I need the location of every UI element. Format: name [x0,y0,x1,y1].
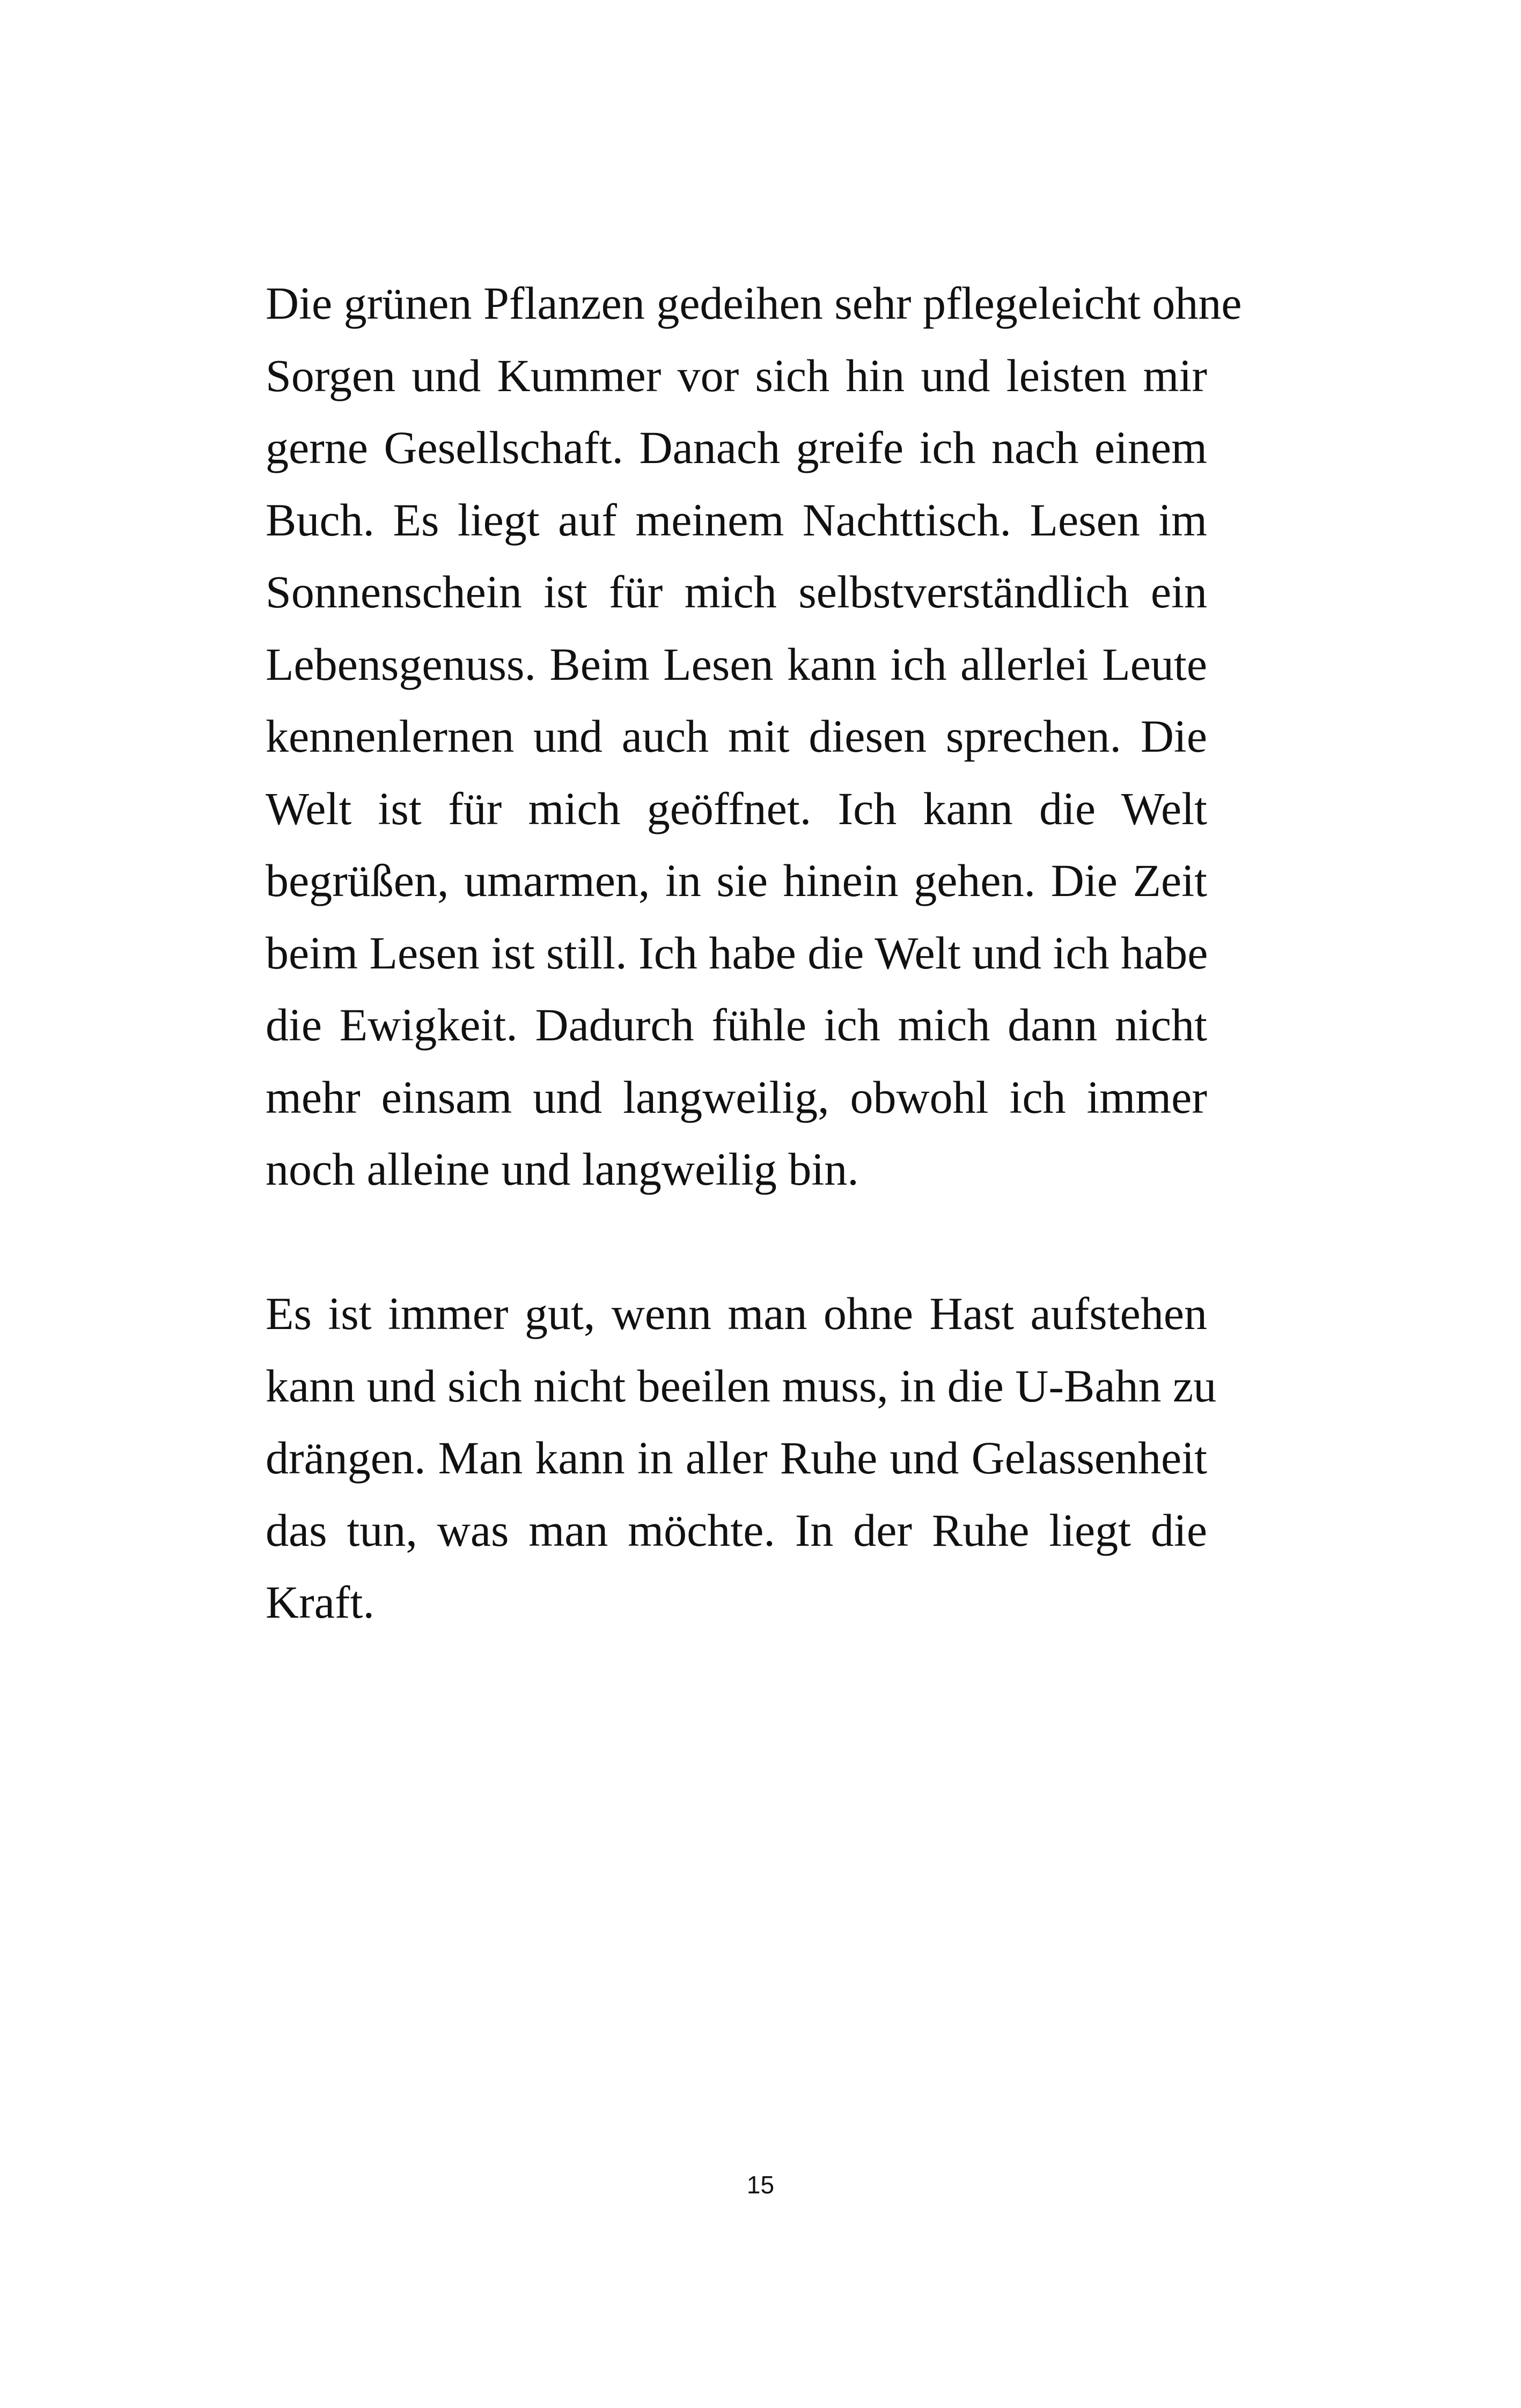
page-number: 15 [746,2171,775,2199]
text-line: gerne Gesellschaft. Danach greife ich nach einem [266,422,1207,473]
text-line: beim Lesen ist still. Ich habe die Welt und ich habe [266,927,1208,979]
text-line: das tun, was man möchte. In der Ruhe liegt die [266,1504,1207,1556]
text-line: Buch. Es liegt auf meinem Nachttisch. Lesen im [266,494,1207,546]
text-line: Sonnenschein ist für mich selbstverständlich ein [266,566,1207,618]
text-line: mehr einsam und langweilig, obwohl ich immer [266,1071,1207,1123]
text-line: Lebensgenuss. Beim Lesen kann ich allerlei Leute [266,638,1207,690]
text-line: die Ewigkeit. Dadurch fühle ich mich dann nicht [266,999,1207,1051]
text-line: noch alleine und langweilig bin. [266,1143,859,1195]
paragraph-2 [266,1278,1217,1639]
paragraph-spacer [266,1206,1207,1278]
paragraph-1 [266,267,1242,1206]
text-line: Es ist immer gut, wenn man ohne Hast aufstehen [266,1288,1207,1339]
text-line: Die grünen Pflanzen gedeihen sehr pflegeleicht ohne [266,277,1242,329]
text-line: Welt ist für mich geöffnet. Ich kann die Welt [266,782,1207,834]
body-text [266,267,1242,1639]
text-line: Kraft. [266,1576,374,1628]
text-line: Sorgen und Kummer vor sich hin und leisten mir [266,349,1207,401]
text-line: drängen. Man kann in aller Ruhe und Gelassenheit [266,1432,1207,1484]
text-line: kann und sich nicht beeilen muss, in die U-Bahn zu [266,1360,1217,1412]
text-line: kennenlernen und auch mit diesen sprechen. Die [266,710,1207,762]
text-line: begrüßen, umarmen, in sie hinein gehen. Die Zeit [266,855,1207,906]
